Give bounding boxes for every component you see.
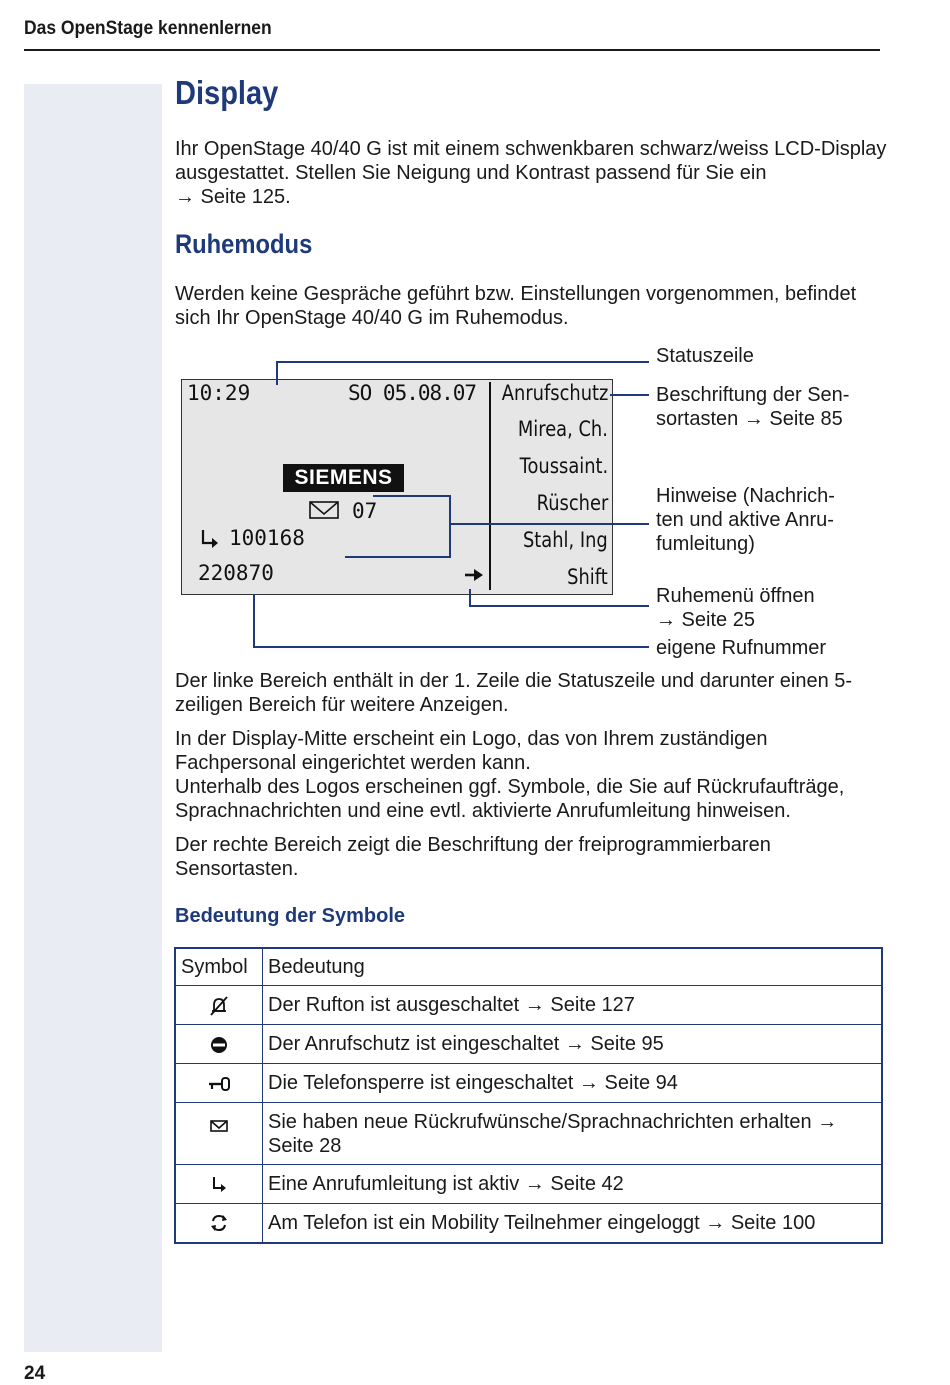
table-row (175, 1025, 882, 1064)
sensor-key-label: Toussaint. (519, 454, 608, 478)
column-header-symbol: Symbol (175, 948, 263, 986)
section-title: Display (175, 74, 279, 111)
lcd-time: 10:29 (187, 381, 251, 405)
siemens-logo: SIEMENS (283, 464, 404, 492)
envelope-icon (208, 1115, 230, 1137)
table-row (175, 1103, 882, 1165)
callout-own-number: eigene Rufnummer (656, 637, 827, 659)
sensor-key-label: Mirea, Ch. (517, 417, 608, 441)
page-number: 24 (24, 1363, 46, 1384)
intro-text: Ihr OpenStage 40/40 G ist mit einem schwenkbaren schwarz/weiss LCD-Display ausgestattet. Stellen Sie Neigung und Kontrast passend für Sie ein (175, 138, 887, 184)
table-row (175, 986, 882, 1025)
callout-sensor-line1: Beschriftung der Sen- (656, 384, 850, 406)
symbol-meaning: Sie haben neue Rückrufwünsche/Sprachnachrichten erhalten → Seite 28 (263, 1103, 883, 1165)
call-forward-icon (208, 1174, 230, 1196)
sensor-key-label: Stahl, Ing (523, 528, 608, 552)
callout-hints-line3: fumleitung) (656, 533, 755, 555)
callout-hints-line1: Hinweise (Nachrich- (656, 485, 835, 507)
key-lock-icon (208, 1073, 230, 1095)
callout-hints (656, 484, 835, 556)
symbol-meaning: Die Telefonsperre ist eingeschaltet → Seite 94 (263, 1064, 883, 1103)
mobility-icon (208, 1212, 230, 1234)
callout-menu-line2: → Seite 25 (656, 609, 755, 631)
sensor-key-label: Rüscher (536, 491, 608, 515)
symbol-meaning: Eine Anrufumleitung ist aktiv → Seite 42 (263, 1165, 883, 1204)
header-title: Das OpenStage kennenlernen (24, 18, 272, 39)
subsection-paragraph: Werden keine Gespräche geführt bzw. Einstellungen vorgenommen, befindet sich Ihr OpenStage 40/40 G im Ruhemodus. (175, 283, 857, 329)
symbol-meaning: Am Telefon ist ein Mobility Teilnehmer eingeloggt → Seite 100 (263, 1204, 883, 1243)
lcd-forward-number: 100168 (229, 526, 305, 550)
callout-sensor-line2: sortasten → Seite 85 (656, 408, 843, 430)
column-header-meaning: Bedeutung (263, 948, 883, 986)
arrow-right-icon (464, 567, 484, 588)
lcd-own-number: 220870 (198, 561, 274, 585)
lcd-divider (489, 382, 491, 590)
envelope-icon (309, 501, 339, 524)
call-forward-icon (198, 528, 220, 555)
subsection-title: Ruhemodus (175, 229, 313, 259)
symbol-meaning: Der Anrufschutz ist eingeschaltet → Seite 95 (263, 1025, 883, 1064)
symbol-meaning: Der Rufton ist ausgeschaltet → Seite 127 (263, 986, 883, 1025)
callout-sensor-keys (656, 383, 849, 431)
callout-menu-line1: Ruhemenü öffnen (656, 585, 815, 607)
do-not-disturb-icon (208, 1034, 230, 1056)
paragraph-right-area: Der rechte Bereich zeigt die Beschriftung der freiprogrammierbaren Sensortasten. (175, 834, 771, 880)
table-row (175, 1064, 882, 1103)
lcd-message-count: 07 (352, 499, 378, 523)
paragraph-symbols: Unterhalb des Logos erscheinen ggf. Symbole, die Sie auf Rückrufaufträge, Sprachnachrichten und eine evtl. aktivierte Anrufumleitung hinweisen. (175, 776, 845, 822)
ringer-off-icon (208, 995, 230, 1017)
table-header-row (175, 948, 882, 986)
sensor-key-label: Shift (567, 565, 608, 589)
side-band (24, 84, 162, 1352)
callout-hints-line2: ten und aktive Anru- (656, 509, 834, 531)
intro-paragraph (175, 137, 887, 209)
paragraph-logo: In der Display-Mitte erscheint ein Logo, das von Ihrem zuständigen Fachpersonal eingerichtet werden kann. (175, 728, 768, 774)
header-rule (24, 49, 880, 51)
table-row (175, 1165, 882, 1204)
intro-reference: → Seite 125. (175, 186, 291, 208)
callout-menu (656, 584, 815, 632)
lcd-screen (181, 379, 613, 595)
table-row (175, 1204, 882, 1243)
sensor-key-label: Anrufschutz (501, 381, 608, 405)
paragraph-left-area: Der linke Bereich enthält in der 1. Zeile die Statuszeile und darunter einen 5-zeiligen Bereich für weitere Anzeigen. (175, 670, 853, 716)
lcd-date: SO 05.08.07 (348, 381, 477, 405)
callout-status: Statuszeile (656, 345, 754, 367)
symbols-table (174, 947, 883, 1244)
symbols-title: Bedeutung der Symbole (175, 905, 406, 927)
